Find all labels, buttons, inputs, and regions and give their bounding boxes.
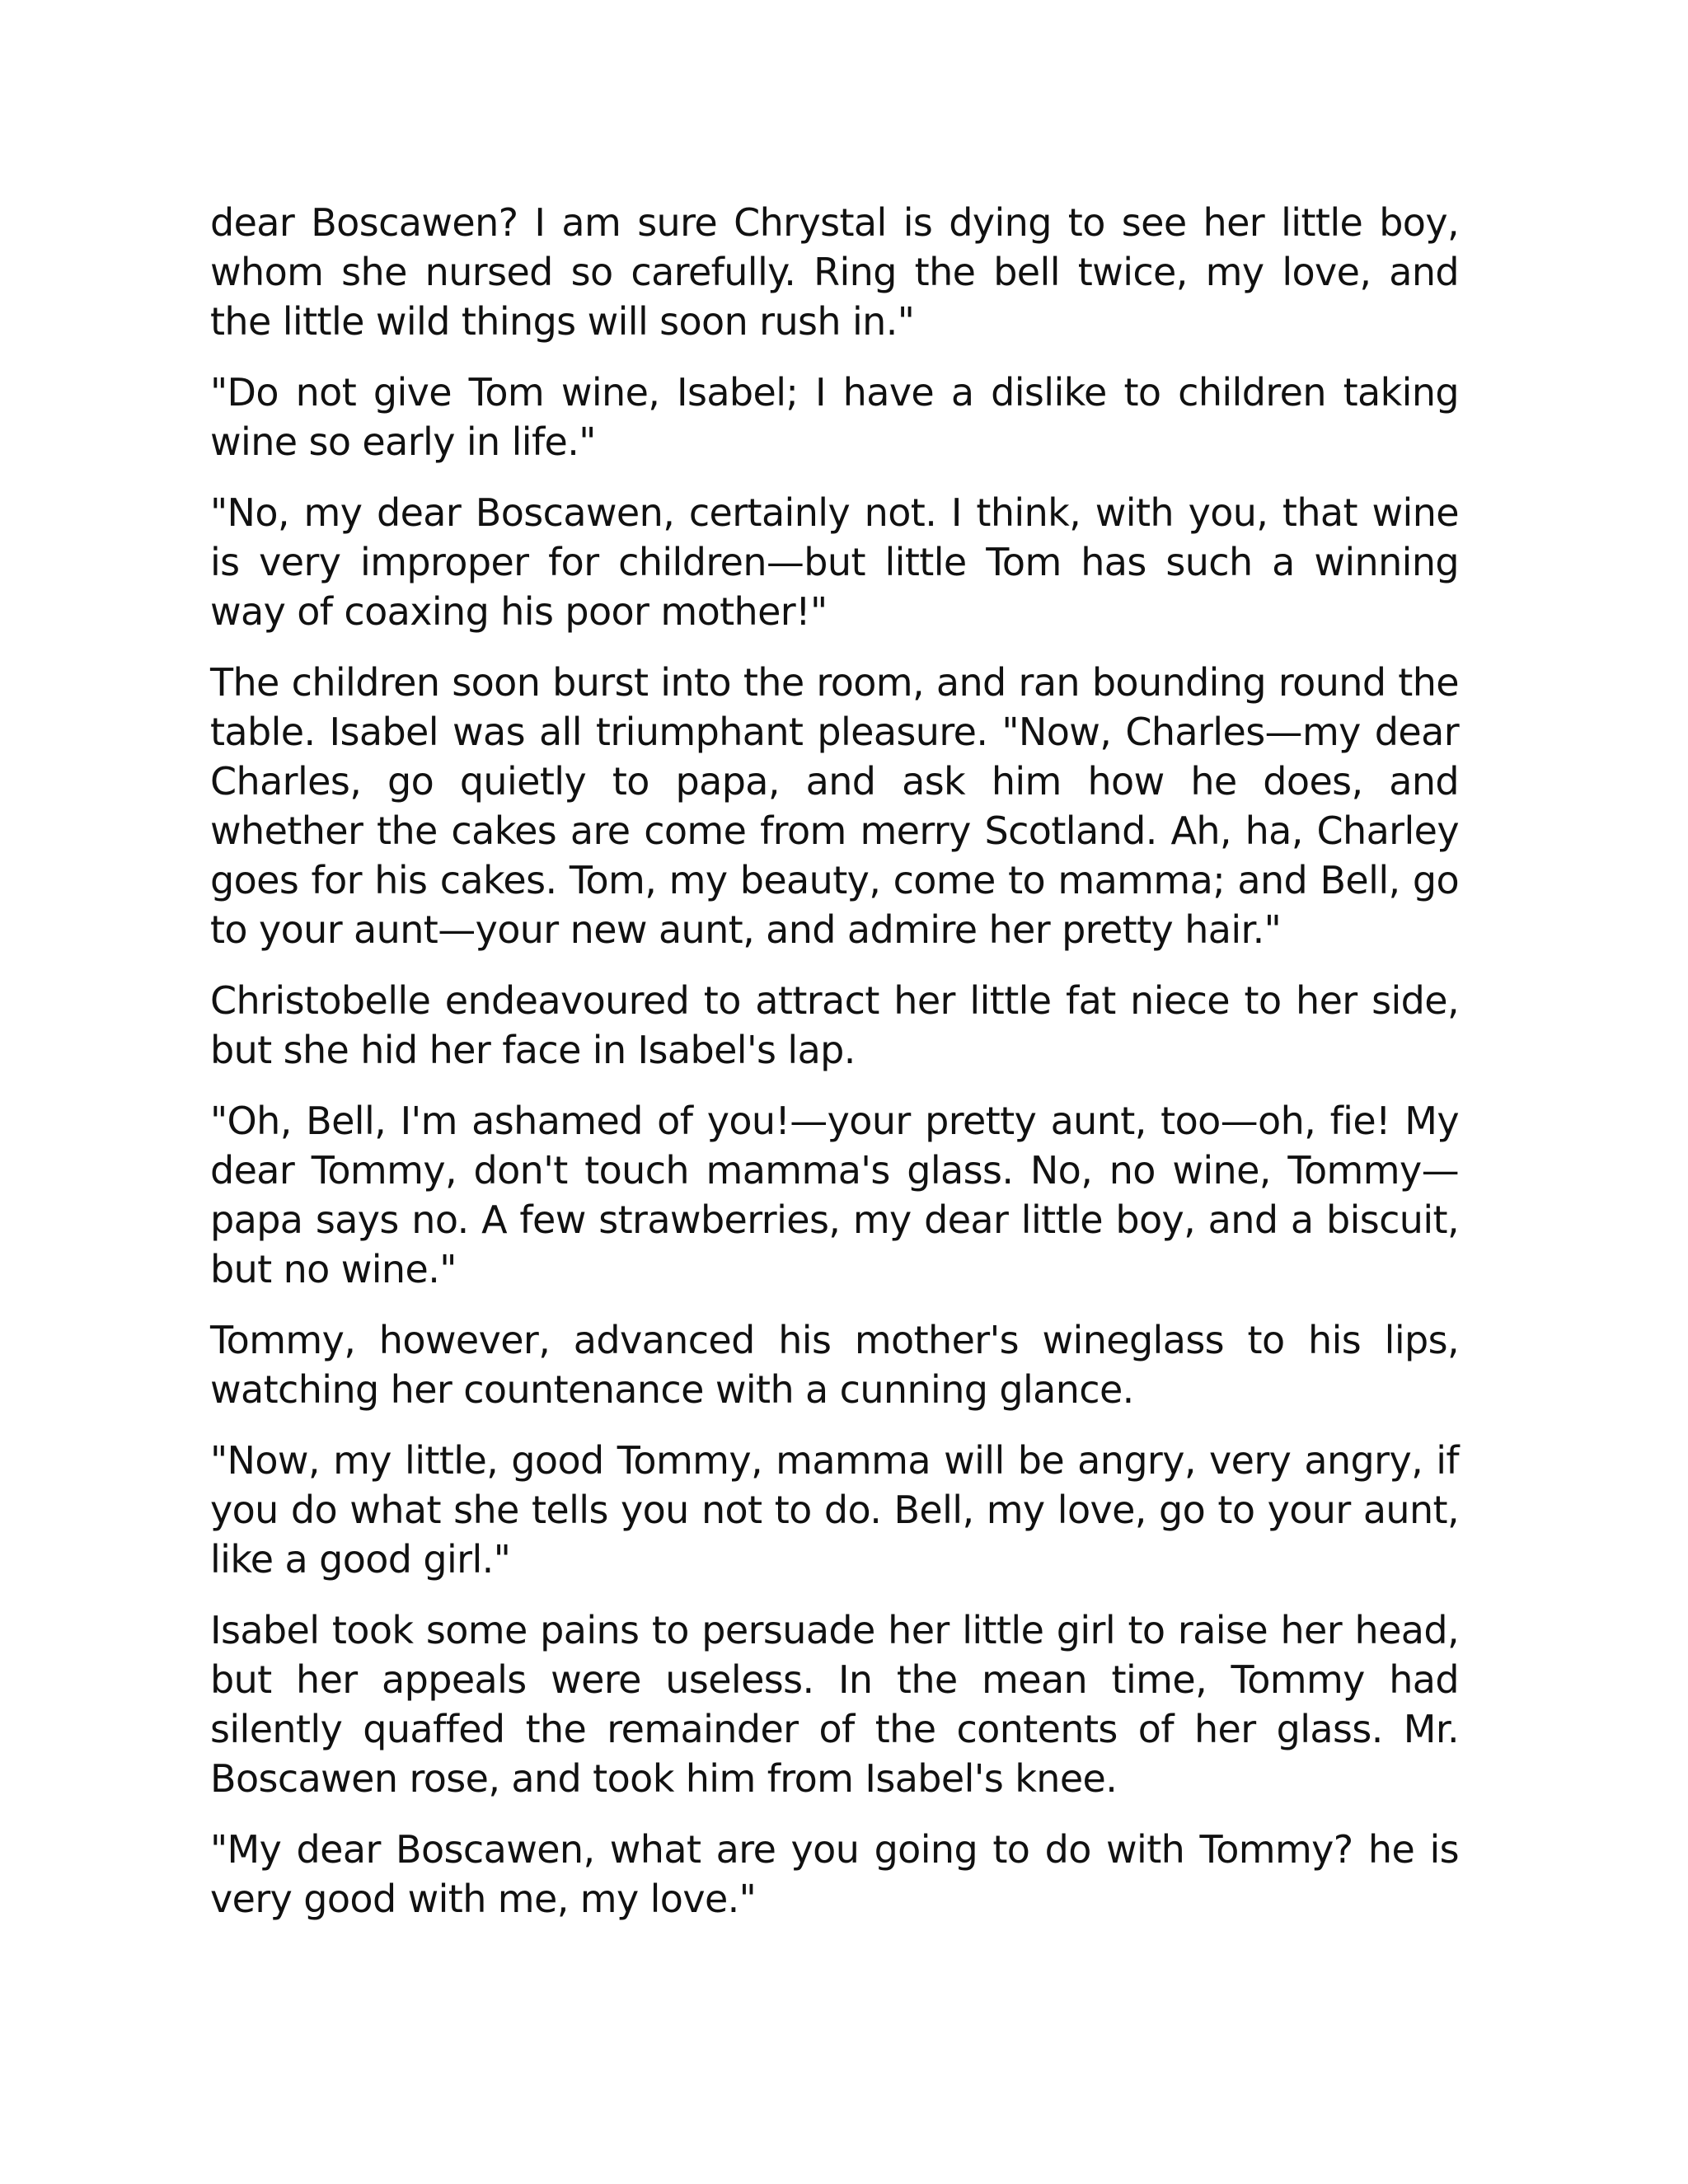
- page-body: [210, 198, 1459, 1945]
- paragraph: Isabel took some pains to persuade her little girl to raise her head, but her appeals were useless. In the mean time, Tommy had silently quaffed the remainder of the contents of her glass. Mr. Boscawen rose, and took him from Isabel's knee.: [210, 1608, 1459, 1801]
- paragraph: "Oh, Bell, I'm ashamed of you!—your pretty aunt, too—oh, fie! My dear Tommy, don't touch mamma's glass. No, no wine, Tommy—papa says no. A few strawberries, my dear little boy, and a biscuit, but no wine.": [210, 1099, 1459, 1291]
- paragraph: "No, my dear Boscawen, certainly not. I think, with you, that wine is very improper for children—but little Tom has such a winning way of coaxing his poor mother!": [210, 490, 1459, 634]
- paragraph: dear Boscawen? I am sure Chrystal is dying to see her little boy, whom she nursed so carefully. Ring the bell twice, my love, and the little wild things will soon rush in.": [210, 200, 1459, 344]
- paragraph: "Do not give Tom wine, Isabel; I have a dislike to children taking wine so early in life.": [210, 370, 1459, 464]
- paragraph: Tommy, however, advanced his mother's wineglass to his lips, watching her countenance with a cunning glance.: [210, 1318, 1459, 1412]
- paragraph: The children soon burst into the room, and ran bounding round the table. Isabel was all triumphant pleasure. "Now, Charles—my dear Charles, go quietly to papa, and ask him how he does, and whether the cakes are come from merry Scotland. Ah, ha, Charley goes for his cakes. Tom, my beauty, come to mamma; and Bell, go to your aunt—your new aunt, and admire her pretty hair.": [210, 660, 1459, 952]
- paragraph: "Now, my little, good Tommy, mamma will be angry, very angry, if you do what she tells you not to do. Bell, my love, go to your aunt, like a good girl.": [210, 1438, 1459, 1582]
- paragraph: Christobelle endeavoured to attract her little fat niece to her side, but she hid her face in Isabel's lap.: [210, 978, 1459, 1072]
- paragraph: "My dear Boscawen, what are you going to do with Tommy? he is very good with me, my love.": [210, 1827, 1459, 1921]
